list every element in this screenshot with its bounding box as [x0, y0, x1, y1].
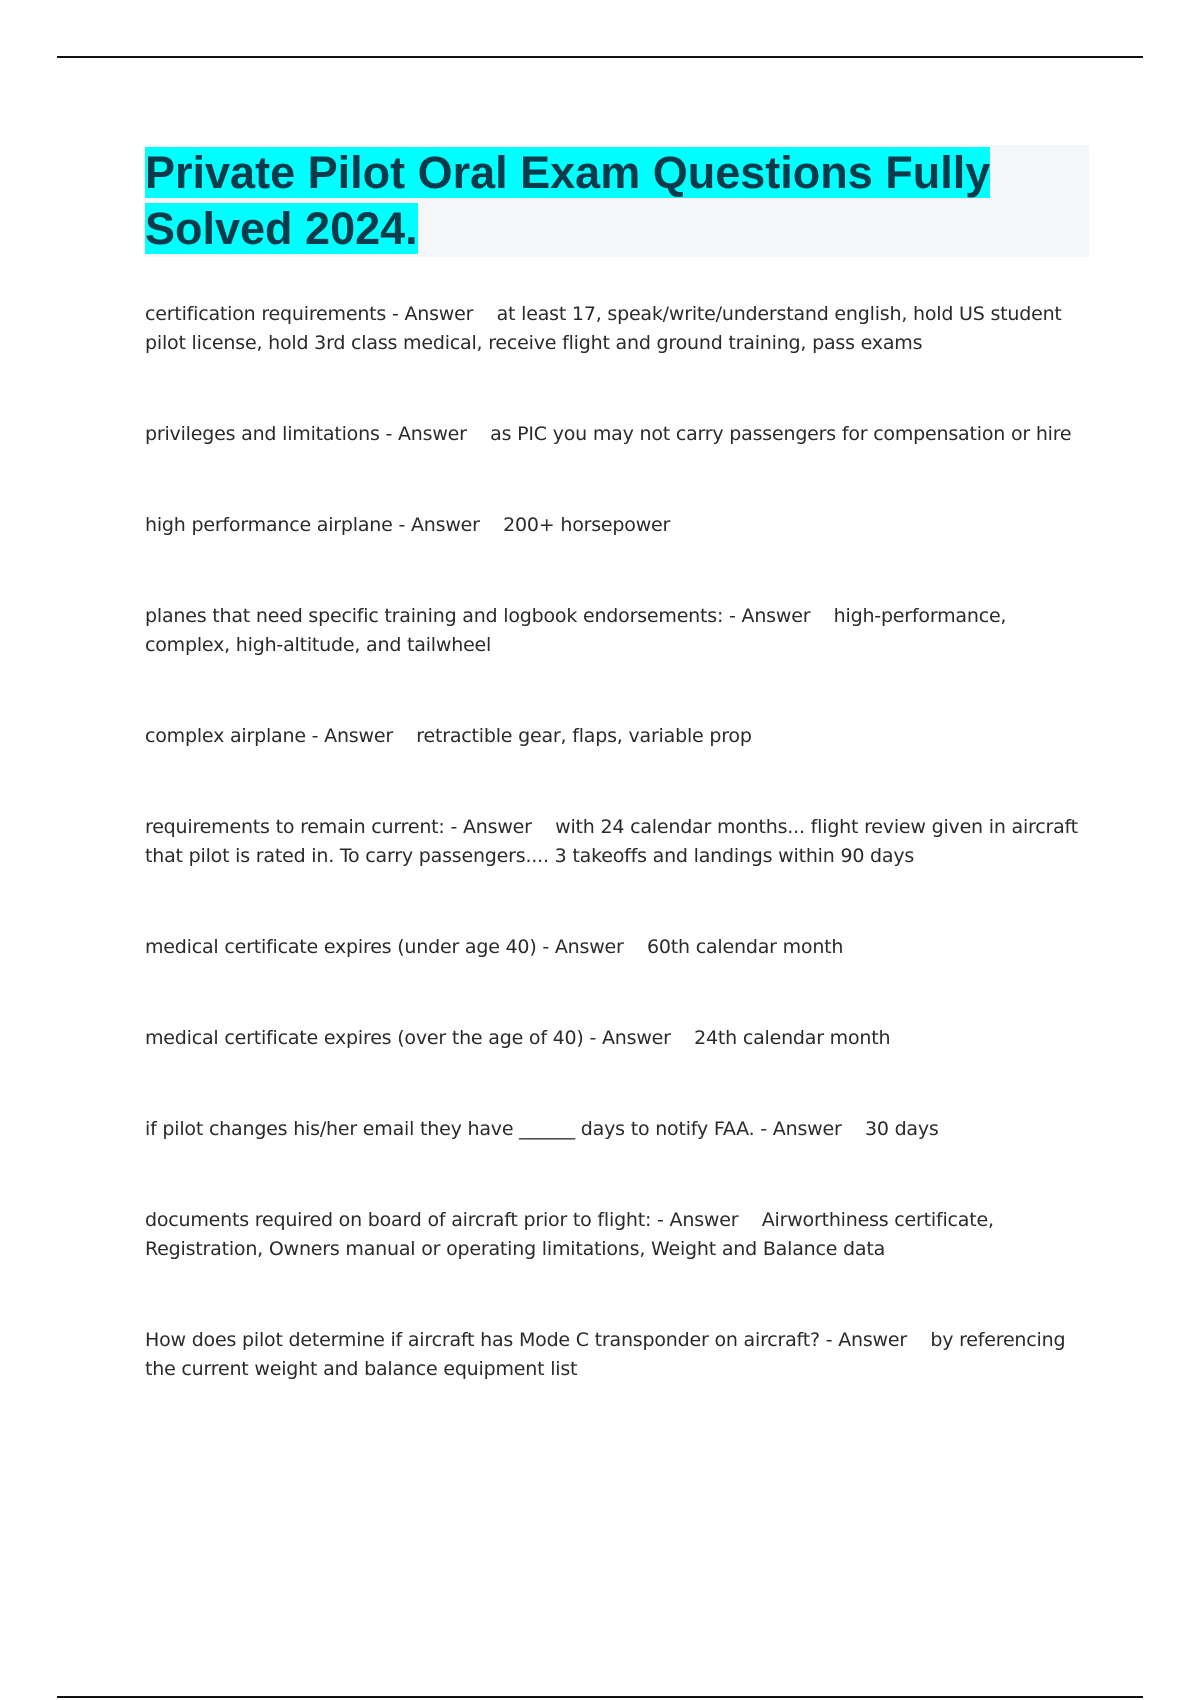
answer-text: Airworthiness certificate, Registration, Owners manual or operating limitations, Weight and Balance data — [145, 1209, 994, 1260]
answer-text: 30 days — [864, 1118, 939, 1140]
qa-item — [145, 420, 1090, 449]
answer-text: 200+ horsepower — [503, 514, 671, 536]
qa-item — [145, 1206, 1090, 1264]
question-text: How does pilot determine if aircraft has Mode C transponder on aircraft? — [145, 1329, 820, 1351]
title-line-2: Solved 2024. — [145, 203, 418, 254]
question-text: complex airplane — [145, 725, 306, 747]
answer-marker: - Answer — [583, 1027, 695, 1049]
qa-item — [145, 933, 1090, 962]
qa-item — [145, 511, 1090, 540]
question-text: privileges and limitations — [145, 423, 380, 445]
qa-list — [145, 300, 1090, 1384]
qa-item — [145, 300, 1090, 358]
question-text: medical certificate expires (under age 40) — [145, 936, 537, 958]
question-text: requirements to remain current: — [145, 816, 445, 838]
answer-text: high-performance, complex, high-altitude, and tailwheel — [145, 605, 1007, 656]
answer-marker: - Answer — [723, 605, 834, 627]
answer-marker: - Answer — [392, 514, 504, 536]
question-text: documents required on board of aircraft prior to flight: — [145, 1209, 652, 1231]
qa-item — [145, 1326, 1090, 1384]
answer-text: with 24 calendar months... flight review given in aircraft that pilot is rated in. To carry passengers.... 3 takeoffs and landings within 90 days — [145, 816, 1078, 867]
answer-text: as PIC you may not carry passengers for compensation or hire — [490, 423, 1072, 445]
top-rule — [57, 56, 1143, 58]
qa-item — [145, 722, 1090, 751]
answer-marker: - Answer — [819, 1329, 931, 1351]
question-text: if pilot changes his/her email they have ______ days to notify FAA. — [145, 1118, 755, 1140]
question-text: medical certificate expires (over the age of 40) — [145, 1027, 584, 1049]
bottom-rule — [57, 1696, 1143, 1698]
question-text: planes that need specific training and logbook endorsements: — [145, 605, 724, 627]
answer-marker: - Answer — [444, 816, 556, 838]
answer-text: 60th calendar month — [647, 936, 844, 958]
question-text: high performance airplane — [145, 514, 393, 536]
answer-text: 24th calendar month — [694, 1027, 891, 1049]
qa-item — [145, 1115, 1090, 1144]
answer-text: retractible gear, flaps, variable prop — [416, 725, 752, 747]
title-line-1: Private Pilot Oral Exam Questions Fully — [145, 147, 991, 198]
answer-marker: - Answer — [305, 725, 417, 747]
qa-item — [145, 1024, 1090, 1053]
qa-item — [145, 813, 1090, 871]
answer-text: by referencing the current weight and balance equipment list — [145, 1329, 1066, 1380]
answer-marker: - Answer — [536, 936, 648, 958]
answer-marker: - Answer — [386, 303, 497, 325]
document-title — [145, 145, 1089, 257]
question-text: certification requirements — [145, 303, 387, 325]
answer-text: at least 17, speak/write/understand english, hold US student pilot license, hold 3rd class medical, receive flight and ground training, pass exams — [145, 303, 1062, 354]
qa-item — [145, 602, 1090, 660]
answer-marker: - Answer — [651, 1209, 762, 1231]
answer-marker: - Answer — [754, 1118, 865, 1140]
answer-marker: - Answer — [379, 423, 491, 445]
title-block — [145, 145, 1089, 257]
